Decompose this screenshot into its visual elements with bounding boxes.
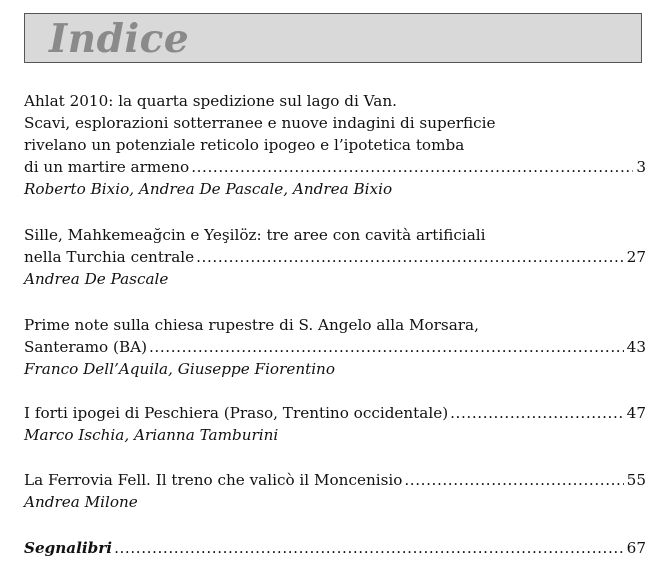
- entry-title-last-line: [24, 246, 646, 268]
- entry-authors: Roberto Bixio, Andrea De Pascale, Andrea Bixio: [24, 180, 393, 198]
- dot-leader: [114, 537, 624, 559]
- entry-title-last-line: [24, 402, 646, 424]
- page-number: 43: [626, 338, 646, 356]
- toc-entry-1[interactable]: [24, 90, 646, 200]
- index-header: [24, 13, 642, 63]
- page-number: 55: [626, 471, 646, 489]
- entry-title-last-line: [24, 537, 646, 559]
- entry-authors: Marco Ischia, Arianna Tamburini: [24, 426, 279, 444]
- dot-leader: [450, 402, 624, 424]
- entry-title-line: rivelano un potenziale reticolo ipogeo e l’ipotetica tomba: [24, 136, 465, 154]
- dot-leader: [196, 246, 624, 268]
- entry-title-text: nella Turchia centrale: [24, 248, 195, 266]
- entry-title-line: Prime note sulla chiesa rupestre di S. Angelo alla Morsara,: [24, 316, 479, 334]
- page-number: 67: [626, 539, 646, 557]
- page-number: 3: [636, 158, 646, 176]
- page-number: 27: [626, 248, 646, 266]
- entry-title-text: di un martire armeno: [24, 158, 190, 176]
- entry-authors: Franco Dell’Aquila, Giuseppe Fiorentino: [24, 360, 335, 378]
- toc-entry-6[interactable]: [24, 537, 646, 559]
- entry-title-line: Ahlat 2010: la quarta spedizione sul lago di Van.: [24, 92, 397, 110]
- toc-entry-4[interactable]: [24, 402, 646, 446]
- dot-leader: [404, 469, 623, 491]
- dot-leader: [191, 156, 633, 178]
- entry-title-text: Segnalibri: [24, 539, 113, 557]
- toc-entry-3[interactable]: [24, 314, 646, 380]
- entry-title-line: Sille, Mahkemeağcin e Yeşilöz: tre aree con cavità artificiali: [24, 226, 486, 244]
- page-title: Indice: [49, 16, 190, 62]
- entry-authors: Andrea De Pascale: [24, 270, 169, 288]
- dot-leader: [149, 336, 624, 358]
- entry-title-last-line: [24, 469, 646, 491]
- entry-title-line: Scavi, esplorazioni sotterranee e nuove indagini di superficie: [24, 114, 496, 132]
- toc-entry-5[interactable]: [24, 469, 646, 513]
- page-number: 47: [626, 404, 646, 422]
- entry-authors: Andrea Milone: [24, 493, 138, 511]
- entry-title-last-line: [24, 336, 646, 358]
- toc-entry-2[interactable]: [24, 224, 646, 290]
- entry-title-text: I forti ipogei di Peschiera (Praso, Trentino occidentale): [24, 404, 449, 422]
- entry-title-text: La Ferrovia Fell. Il treno che valicò il Moncenisio: [24, 471, 403, 489]
- entry-title-last-line: [24, 156, 646, 178]
- entry-title-text: Santeramo (BA): [24, 338, 147, 356]
